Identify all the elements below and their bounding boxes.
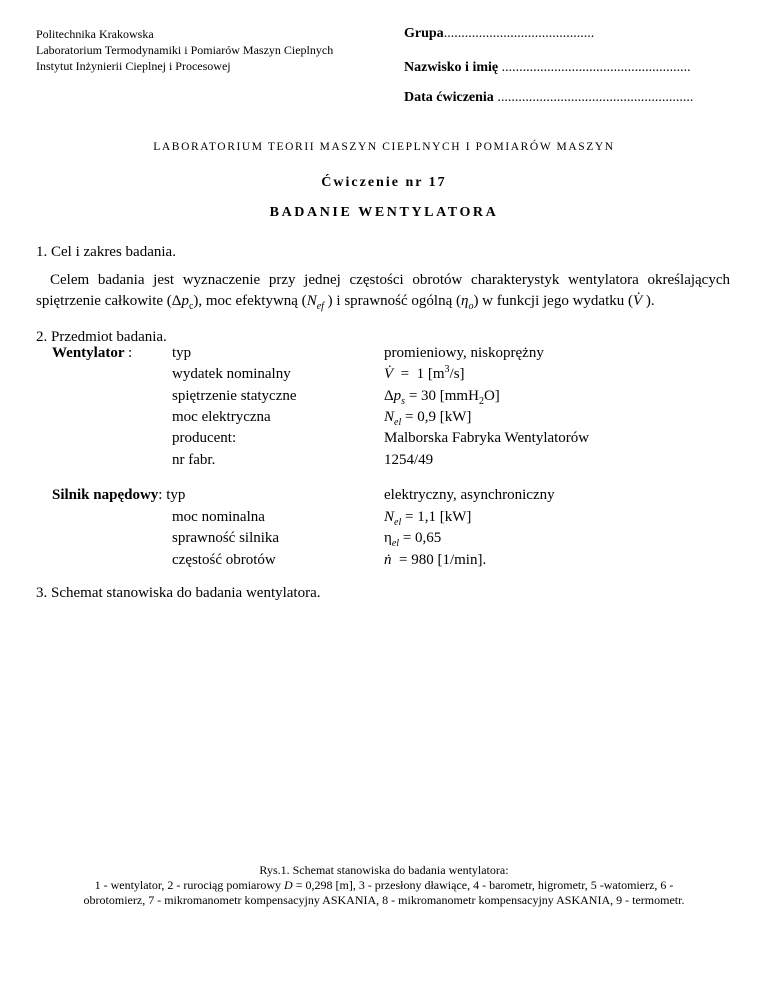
figure-caption-line2: obrotomierz, 7 - mikromanometr kompensacyjny ASKANIA, 8 - mikromanometr kompensacyjny ASKANIA, 9 - termometr. bbox=[83, 893, 685, 907]
motor-param: sprawność silnika bbox=[172, 530, 280, 546]
fan-param: moc elektryczna bbox=[172, 409, 271, 425]
group-label: Grupa bbox=[404, 26, 444, 41]
institution-line: Instytut Inżynierii Cieplnej i Procesowej bbox=[36, 59, 231, 73]
document-title: BADANIE WENTYLATORA bbox=[269, 205, 499, 220]
section1-line2: spiętrzenie całkowite $(\Delta p_c)$, moc efektywną ($N_{ef}$ ) i sprawność ogólną $(\eta_o)$ w funkcji jego wydatku (V̇ ). bbox=[36, 293, 655, 312]
date-field bbox=[404, 90, 693, 106]
figure-caption-title: Rys.1. Schemat stanowiska do badania wentylatora: bbox=[259, 863, 509, 877]
motor-param: częstość obrotów bbox=[172, 552, 276, 568]
motor-value: $N_{el} = 1,1$ [kW] bbox=[384, 509, 472, 528]
name-field bbox=[404, 60, 691, 76]
institution-line: Politechnika Krakowska bbox=[36, 27, 154, 41]
date-dots: ........................................................ bbox=[497, 90, 694, 105]
section3-heading: 3. Schemat stanowiska do badania wentylatora. bbox=[36, 585, 321, 601]
motor-value: ṅ = 980 [1/min]. bbox=[384, 552, 487, 568]
institution-block bbox=[36, 26, 333, 74]
motor-label: Silnik napędowy: typ bbox=[52, 487, 186, 503]
lab-title: LABORATORIUM TEORII MASZYN CIEPLNYCH I POMIARÓW MASZYN bbox=[153, 141, 615, 153]
fan-value: Malborska Fabryka Wentylatorów bbox=[384, 430, 590, 446]
section1-line1: Celem badania jest wyznaczenie przy jednej częstości obrotów charakterystyk wentylatora określających bbox=[50, 272, 730, 288]
fan-param: wydatek nominalny bbox=[172, 366, 291, 382]
section2-heading: 2. Przedmiot badania. bbox=[36, 329, 167, 345]
group-field bbox=[404, 26, 594, 42]
fan-param: typ bbox=[172, 345, 192, 361]
fan-param: spiętrzenie statyczne bbox=[172, 388, 297, 404]
fan-label: Wentylator : bbox=[52, 345, 133, 361]
fan-value: promieniowy, niskoprężny bbox=[384, 345, 544, 361]
fan-param: nr fabr. bbox=[172, 452, 216, 468]
section1-heading: 1. Cel i zakres badania. bbox=[36, 244, 176, 260]
institution-line: Laboratorium Termodynamiki i Pomiarów Maszyn Cieplnych bbox=[36, 43, 334, 57]
fan-value: $\Delta p_s = 30$ [mmH$_2$O] bbox=[384, 388, 500, 407]
exercise-label: Ćwiczenie nr 17 bbox=[321, 175, 447, 190]
fan-value: $N_{el} = 0,9$ [kW] bbox=[384, 409, 472, 428]
name-label: Nazwisko i imię bbox=[404, 60, 499, 75]
fan-value: V̇ = 1 $[m^3/s]$ bbox=[384, 364, 465, 382]
figure-caption-line1: 1 - wentylator, 2 - rurociąg pomiarowy D = 0,298 [m], 3 - przesłony dławiące, 4 - barometr, higrometr, 5 -watomierz, 6 - bbox=[94, 878, 674, 892]
motor-param: moc nominalna bbox=[172, 509, 265, 525]
group-dots: ........................................... bbox=[443, 26, 595, 41]
name-dots: ...................................................... bbox=[501, 60, 691, 75]
fan-param: producent: bbox=[172, 430, 237, 446]
date-label: Data ćwiczenia bbox=[404, 90, 494, 105]
fan-value: 1254/49 bbox=[384, 452, 434, 468]
motor-value: elektryczny, asynchroniczny bbox=[384, 487, 555, 503]
motor-value: $\eta_{el} = 0,65$ bbox=[384, 530, 442, 549]
figure-area bbox=[36, 610, 732, 855]
